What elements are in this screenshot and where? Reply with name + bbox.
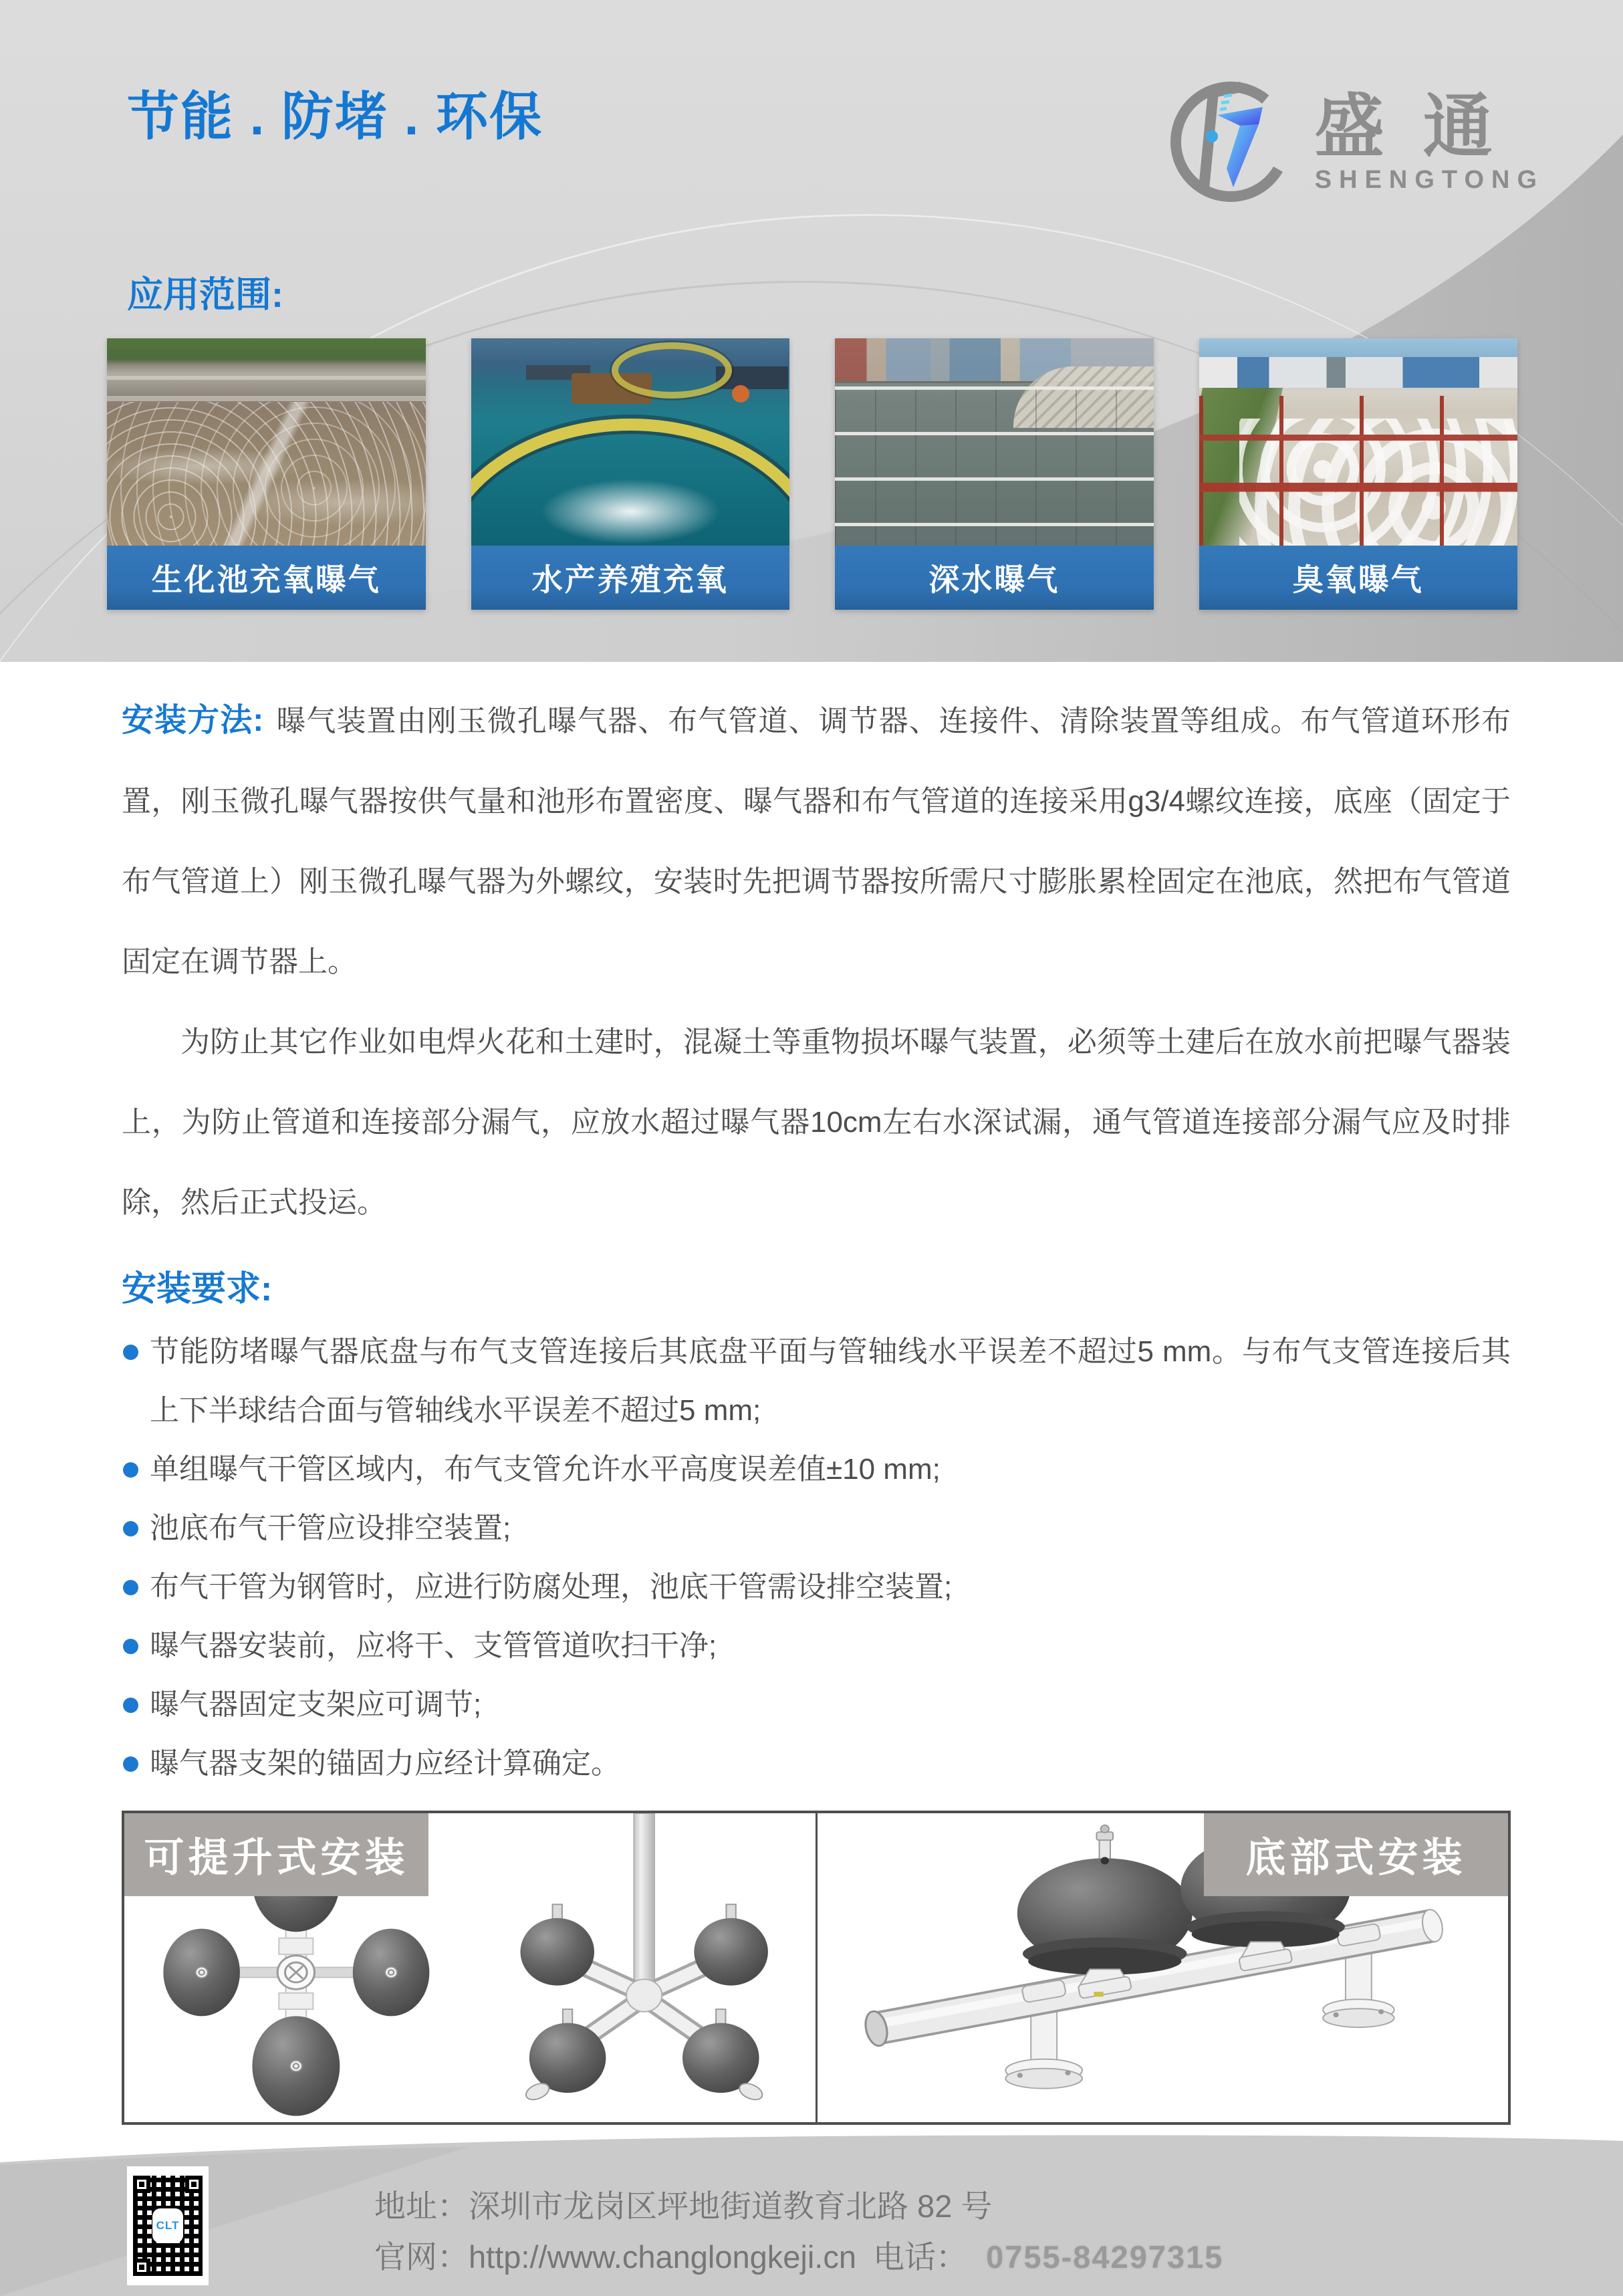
req-item: 单组曝气干管区域内，布气支管允许水平高度误差值±10 mm; (122, 1440, 1511, 1499)
phone-number: 0755-84297315 (986, 2239, 1224, 2275)
phone-label: 电话： (873, 2239, 968, 2275)
bottom-install-panel (818, 1813, 1509, 2122)
photo-detail (107, 396, 426, 401)
install-method-paragraph-1 (122, 681, 1511, 1002)
liftable-install-label: 可提升式安装 (124, 1813, 428, 1896)
website-label: 官网： (374, 2239, 469, 2275)
req-item: 曝气器固定支架应可调节; (122, 1676, 1511, 1734)
logo-name-cn: 盛通 (1314, 88, 1531, 166)
req-item: 曝气器支架的锚固力应经计算确定。 (122, 1734, 1511, 1793)
application-card-4 (1199, 338, 1518, 610)
install-method-text-1: 曝气装置由刚玉微孔曝气器、布气管道、调节器、连接件、清除装置等组成。布气管道环形布置，刚玉微孔曝气器按供气量和池形布置密度、曝气器和布气管道的连接采用g3/4螺纹连接，底座（固定于布气管道上）刚玉微孔曝气器为外螺纹，安装时先把调节器按所需尺寸膨胀累栓固定在池底，然把布气管道固定在调节器上。 (122, 705, 1511, 978)
install-method-paragraph-2: 为防止其它作业如电焊火花和土建时，混凝土等重物损坏曝气装置，必须等土建后在放水前把曝气器装上，为防止管道和连接部分漏气，应放水超过曝气器10cm左右水深试漏，通气管道连接部分漏气应及时排除，然后正式投运。 (122, 1026, 1511, 1219)
application-photo-row (107, 338, 1517, 610)
photo-detail (1199, 357, 1518, 388)
company-logo (1164, 75, 1544, 209)
photo-detail (835, 386, 1154, 546)
shengtong-emblem-icon (1164, 75, 1297, 209)
deep-water-aeration-photo (835, 338, 1154, 546)
photo-caption: 生化池充氧曝气 (107, 546, 426, 610)
photo-detail (498, 432, 763, 546)
qr-finder-icon (133, 2259, 150, 2276)
photo-caption: 深水曝气 (835, 546, 1154, 610)
photo-detail (732, 385, 749, 403)
liftable-install-panel (124, 1813, 818, 2122)
photo-caption: 水产养殖充氧 (471, 546, 790, 610)
footer-address: 地址：深圳市龙岗区坪地街道教育北路 82 号 (374, 2188, 993, 2224)
application-card-1 (107, 338, 426, 610)
aquaculture-cage-photo (471, 338, 790, 546)
bottom-install-label: 底部式安装 (1204, 1813, 1508, 1896)
qr-code (127, 2166, 209, 2285)
qr-finder-icon (185, 2176, 203, 2193)
website-url: http://www.changlongkeji.cn (469, 2239, 856, 2275)
page-title: 节能 . 防堵 . 环保 (127, 87, 543, 146)
photo-caption: 臭氧曝气 (1199, 546, 1518, 610)
logo-text (1315, 89, 1544, 194)
ozone-aeration-photo (1199, 338, 1518, 546)
req-item: 池底布气干管应设排空装置; (122, 1499, 1511, 1558)
req-item: 节能防堵曝气器底盘与布气支管连接后其底盘平面与管轴线水平误差不超过5 mm。与布气支管连接后其上下半球结合面与管轴线水平误差不超过5 mm; (122, 1323, 1511, 1440)
main-content (122, 681, 1511, 2125)
install-req-list (122, 1323, 1511, 1793)
req-item: 曝气器安装前，应将干、支管管道吹扫干净; (122, 1617, 1511, 1676)
footer-website-line (374, 2232, 1223, 2283)
qr-finder-icon (133, 2176, 150, 2193)
application-section-title: 应用范围: (127, 275, 283, 315)
photo-detail (1199, 396, 1518, 546)
photo-detail (612, 342, 732, 398)
install-method-title: 安装方法: (122, 703, 264, 738)
application-card-2 (471, 338, 790, 610)
qr-pattern (133, 2176, 203, 2276)
install-req-title: 安装要求: (122, 1270, 273, 1308)
application-card-3 (835, 338, 1154, 610)
photo-detail (107, 402, 426, 546)
footer-contact (374, 2181, 1223, 2283)
logo-name-en: SHENGTONG (1314, 165, 1544, 194)
qr-center-logo: CLT (152, 2208, 183, 2243)
installation-diagrams-panel (122, 1811, 1511, 2125)
photo-detail (107, 376, 426, 380)
aeration-basin-photo (107, 338, 426, 546)
req-item: 布气干管为钢管时，应进行防腐处理，池底干管需设排空装置; (122, 1558, 1511, 1617)
